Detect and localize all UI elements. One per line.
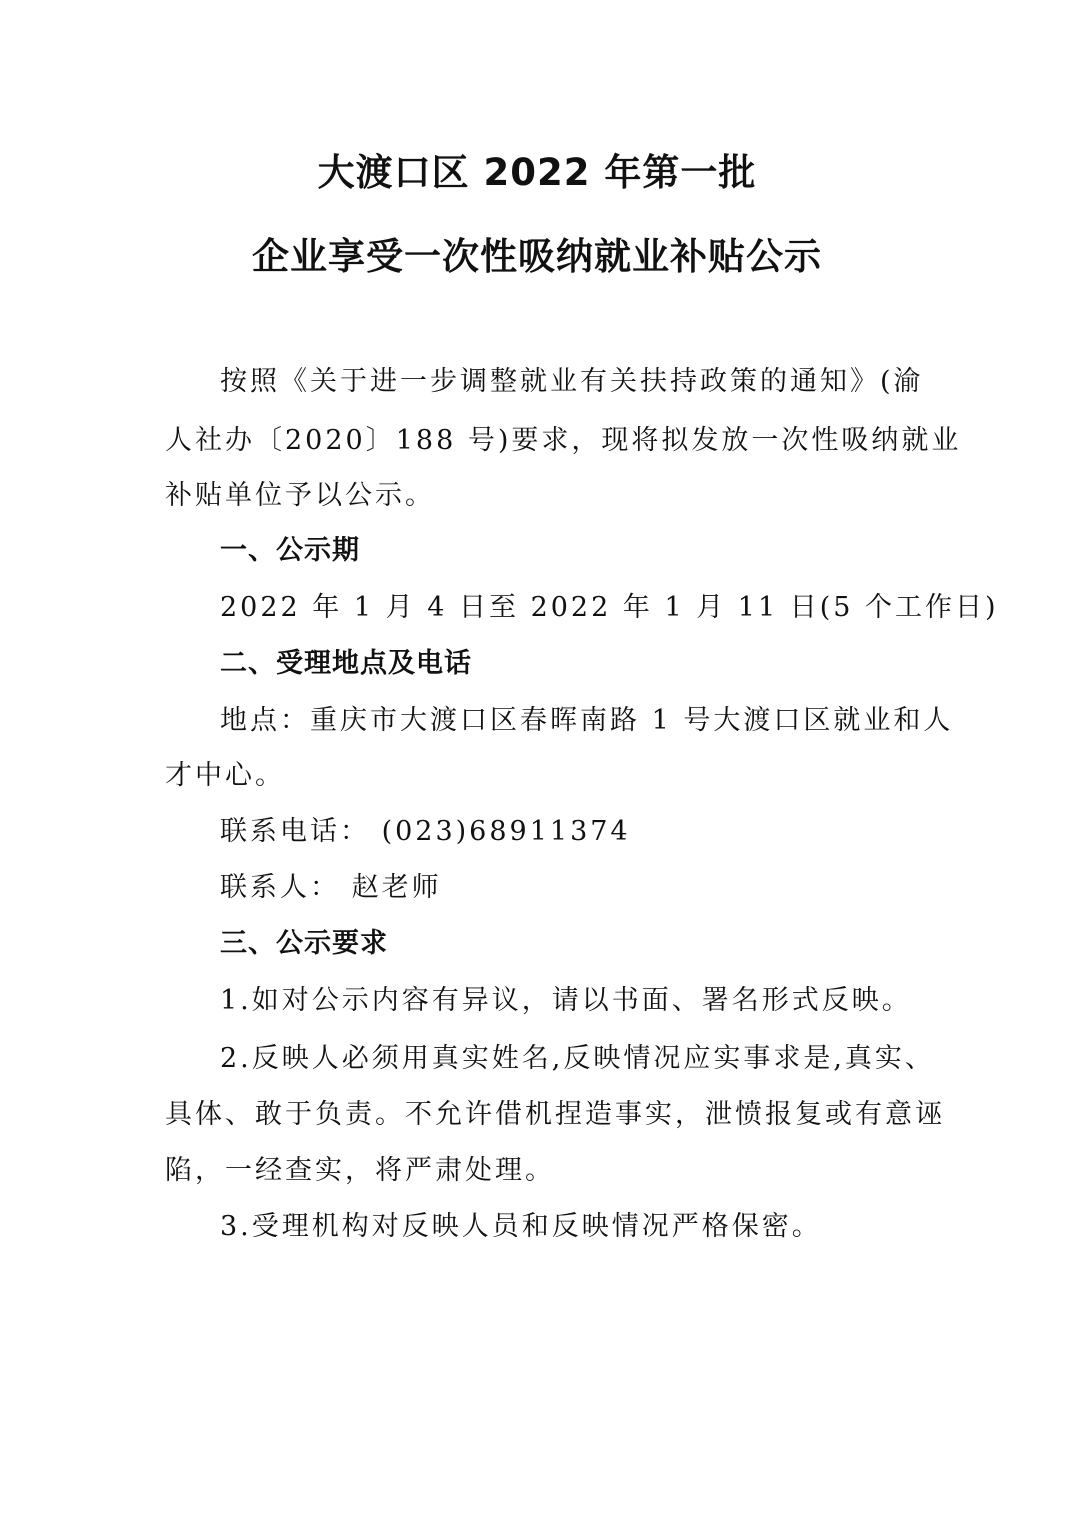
contact-person-text: 联系人： 赵老师: [220, 872, 442, 903]
section-heading-requirements: 三、公示要求: [220, 928, 388, 959]
period-text: 2022 年 1 月 4 日至 2022 年 1 月 11 日(5 个工作日): [220, 592, 999, 623]
requirement-item-3: 3.受理机构对反映人员和反映情况严格保密。: [220, 1211, 822, 1242]
section-heading-period: 一、公示期: [220, 535, 360, 566]
document-title-line2: 企业享受一次性吸纳就业补贴公示: [252, 235, 822, 278]
section-heading-location: 二、受理地点及电话: [220, 648, 472, 679]
requirement-item-2-line-1: 2.反映人必须用真实姓名,反映情况应实事求是,真实、: [220, 1043, 935, 1074]
requirement-item-1: 1.如对公示内容有异议，请以书面、署名形式反映。: [220, 985, 912, 1016]
intro-line-2: 人社办〔2020〕188 号)要求，现将拟发放一次性吸纳就业: [165, 425, 962, 456]
document-title-line1: 大渡口区 2022 年第一批: [317, 151, 757, 194]
address-line-1: 地点：重庆市大渡口区春晖南路 1 号大渡口区就业和人: [220, 705, 954, 736]
intro-line-3: 补贴单位予以公示。: [165, 480, 435, 511]
intro-line-1: 按照《关于进一步调整就业有关扶持政策的通知》(渝: [220, 366, 924, 397]
requirement-item-2-line-2: 具体、敢于负责。不允许借机捏造事实，泄愤报复或有意诬: [165, 1099, 945, 1130]
requirement-item-2-line-3: 陷，一经查实，将严肃处理。: [165, 1155, 555, 1186]
address-line-2: 才中心。: [165, 760, 285, 791]
phone-text: 联系电话： (023)68911374: [220, 816, 631, 847]
